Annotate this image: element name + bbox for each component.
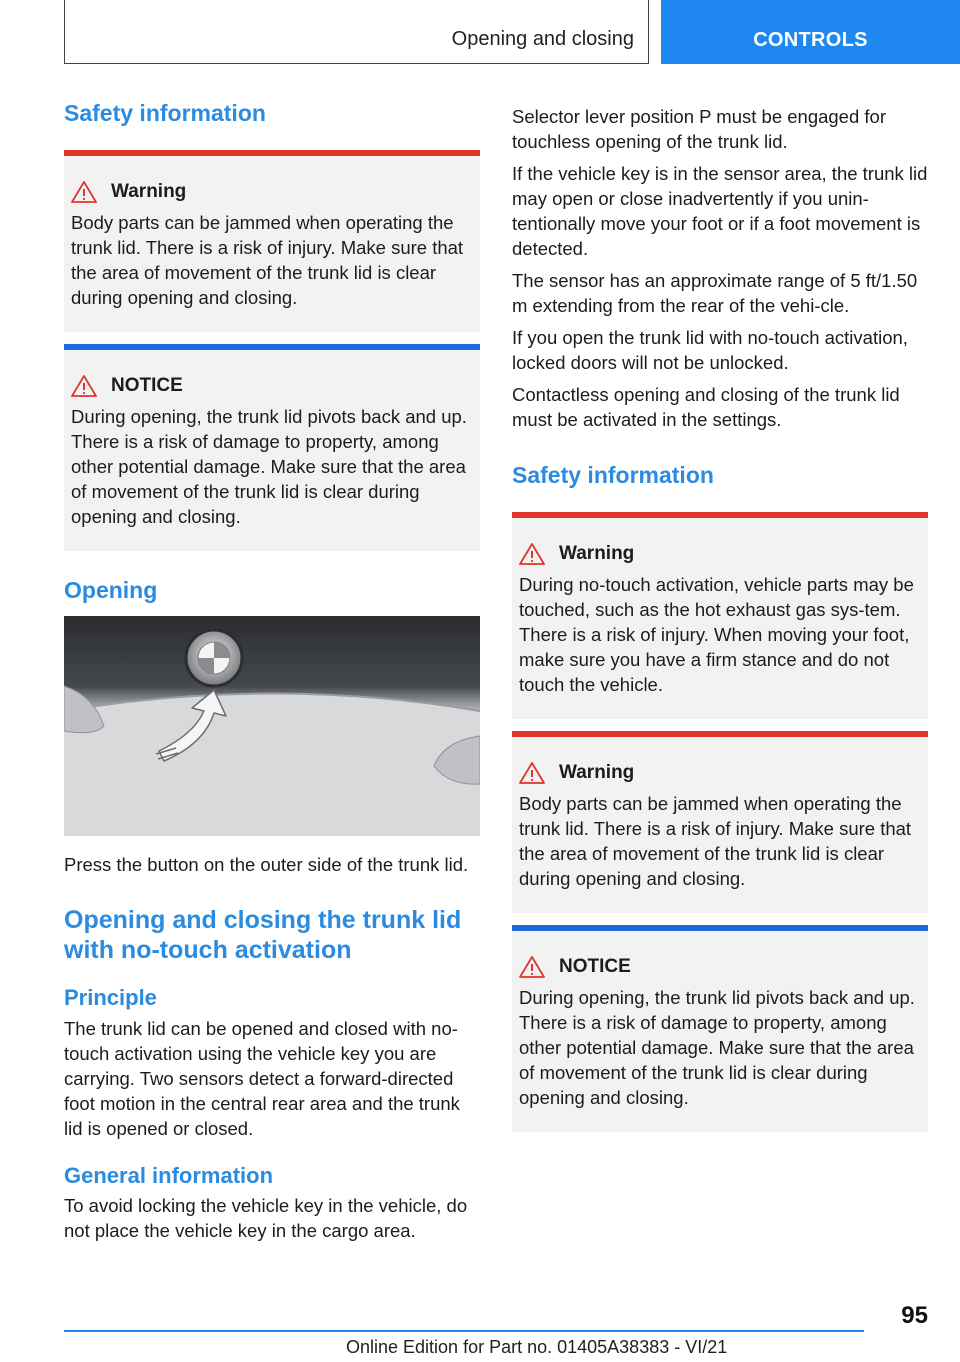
notouch-heading: Opening and closing the trunk lid with no-touch activation <box>64 906 462 965</box>
notice-label: NOTICE <box>111 374 183 396</box>
page-number: 95 <box>901 1302 928 1329</box>
opening-text: Press the button on the outer side of the trunk lid. <box>64 854 469 876</box>
notice-header <box>71 374 473 398</box>
notice-triangle-icon <box>71 375 97 397</box>
right-column <box>512 104 928 1144</box>
right-warning-box-1 <box>512 512 928 719</box>
notice-triangle-icon <box>519 956 545 978</box>
warning-box <box>64 150 480 332</box>
right-warning-text-2: Body parts can be jammed when operating the trunk lid. There is a risk of injury. Make sure that the area of movement of the trunk lid is clear during opening and closing. <box>519 792 912 889</box>
left-column <box>64 100 480 1250</box>
warning-text: Body parts can be jammed when operating the trunk lid. There is a risk of injury. Make sure that the area of movement of the trunk lid is clear during opening and closing. <box>71 211 464 308</box>
warning-header <box>71 180 473 204</box>
right-notice-text: During opening, the trunk lid pivots back and up. There is a risk of damage to property, among other potential damage. Make sure that the area of movement of the trunk lid is clear during opening and closing. <box>519 986 915 1108</box>
principle-text: The trunk lid can be opened and closed with no-touch activation using the vehicle key you are carrying. Two sensors detect a forward-directed foot motion in the central rear area and the trunk lid is opened or closed. <box>64 1017 460 1139</box>
notice-box <box>64 344 480 551</box>
header-chapter-tab[interactable] <box>661 0 960 64</box>
sensor-area-text: If the vehicle key is in the sensor area, the trunk lid may open or close inadvertently if you unin-tentionally move your foot or if a foot movement is detected. <box>512 163 928 259</box>
warning-triangle-icon <box>519 762 545 784</box>
warning-triangle-icon <box>71 181 97 203</box>
right-notice-header <box>519 955 921 979</box>
settings-activation-text: Contactless opening and closing of the trunk lid must be activated in the settings. <box>512 384 900 430</box>
safety-heading: Safety information <box>64 100 266 126</box>
footer-rule <box>64 1330 864 1332</box>
right-warning-header-1 <box>519 542 921 566</box>
warning-label: Warning <box>111 180 187 202</box>
right-warning-label-2: Warning <box>559 761 635 783</box>
right-warning-label-1: Warning <box>559 542 635 564</box>
trunk-button-illustration <box>64 616 480 836</box>
principle-heading: Principle <box>64 985 157 1011</box>
sensor-range-text: The sensor has an approximate range of 5 ft/1.50 m extending from the rear of the vehi-cle. <box>512 270 918 316</box>
general-info-heading: General information <box>64 1162 274 1188</box>
right-warning-text-1: During no-touch activation, vehicle parts may be touched, such as the hot exhaust gas sys-tem. There is a risk of injury. When moving your foot, make sure you have a firm stance and do not touch the vehicle. <box>519 573 914 695</box>
right-warning-header-2 <box>519 761 921 785</box>
trunk-lid-drawing <box>64 616 480 836</box>
right-notice-box <box>512 925 928 1132</box>
right-safety-heading: Safety information <box>512 462 714 488</box>
selector-lever-text: Selector lever position P must be engaged for touchless opening of the trunk lid. <box>512 106 886 152</box>
header-section-title: Opening and closing <box>451 28 634 50</box>
general-info-text: To avoid locking the vehicle key in the vehicle, do not place the vehicle key in the cargo area. <box>64 1194 468 1241</box>
doors-unlock-text: If you open the trunk lid with no-touch activation, locked doors will not be unlocked. <box>512 327 908 373</box>
warning-triangle-icon <box>519 543 545 565</box>
notice-text: During opening, the trunk lid pivots back and up. There is a risk of damage to property, among other potential damage. Make sure that the area of movement of the trunk lid is clear during opening and closing. <box>71 405 467 527</box>
right-warning-box-2 <box>512 731 928 913</box>
opening-heading: Opening <box>64 576 158 603</box>
header-chapter-label: CONTROLS <box>753 28 868 51</box>
right-notice-label: NOTICE <box>559 955 631 977</box>
footer-edition: Online Edition for Part no. 01405A38383 - VI/21 <box>346 1337 728 1357</box>
